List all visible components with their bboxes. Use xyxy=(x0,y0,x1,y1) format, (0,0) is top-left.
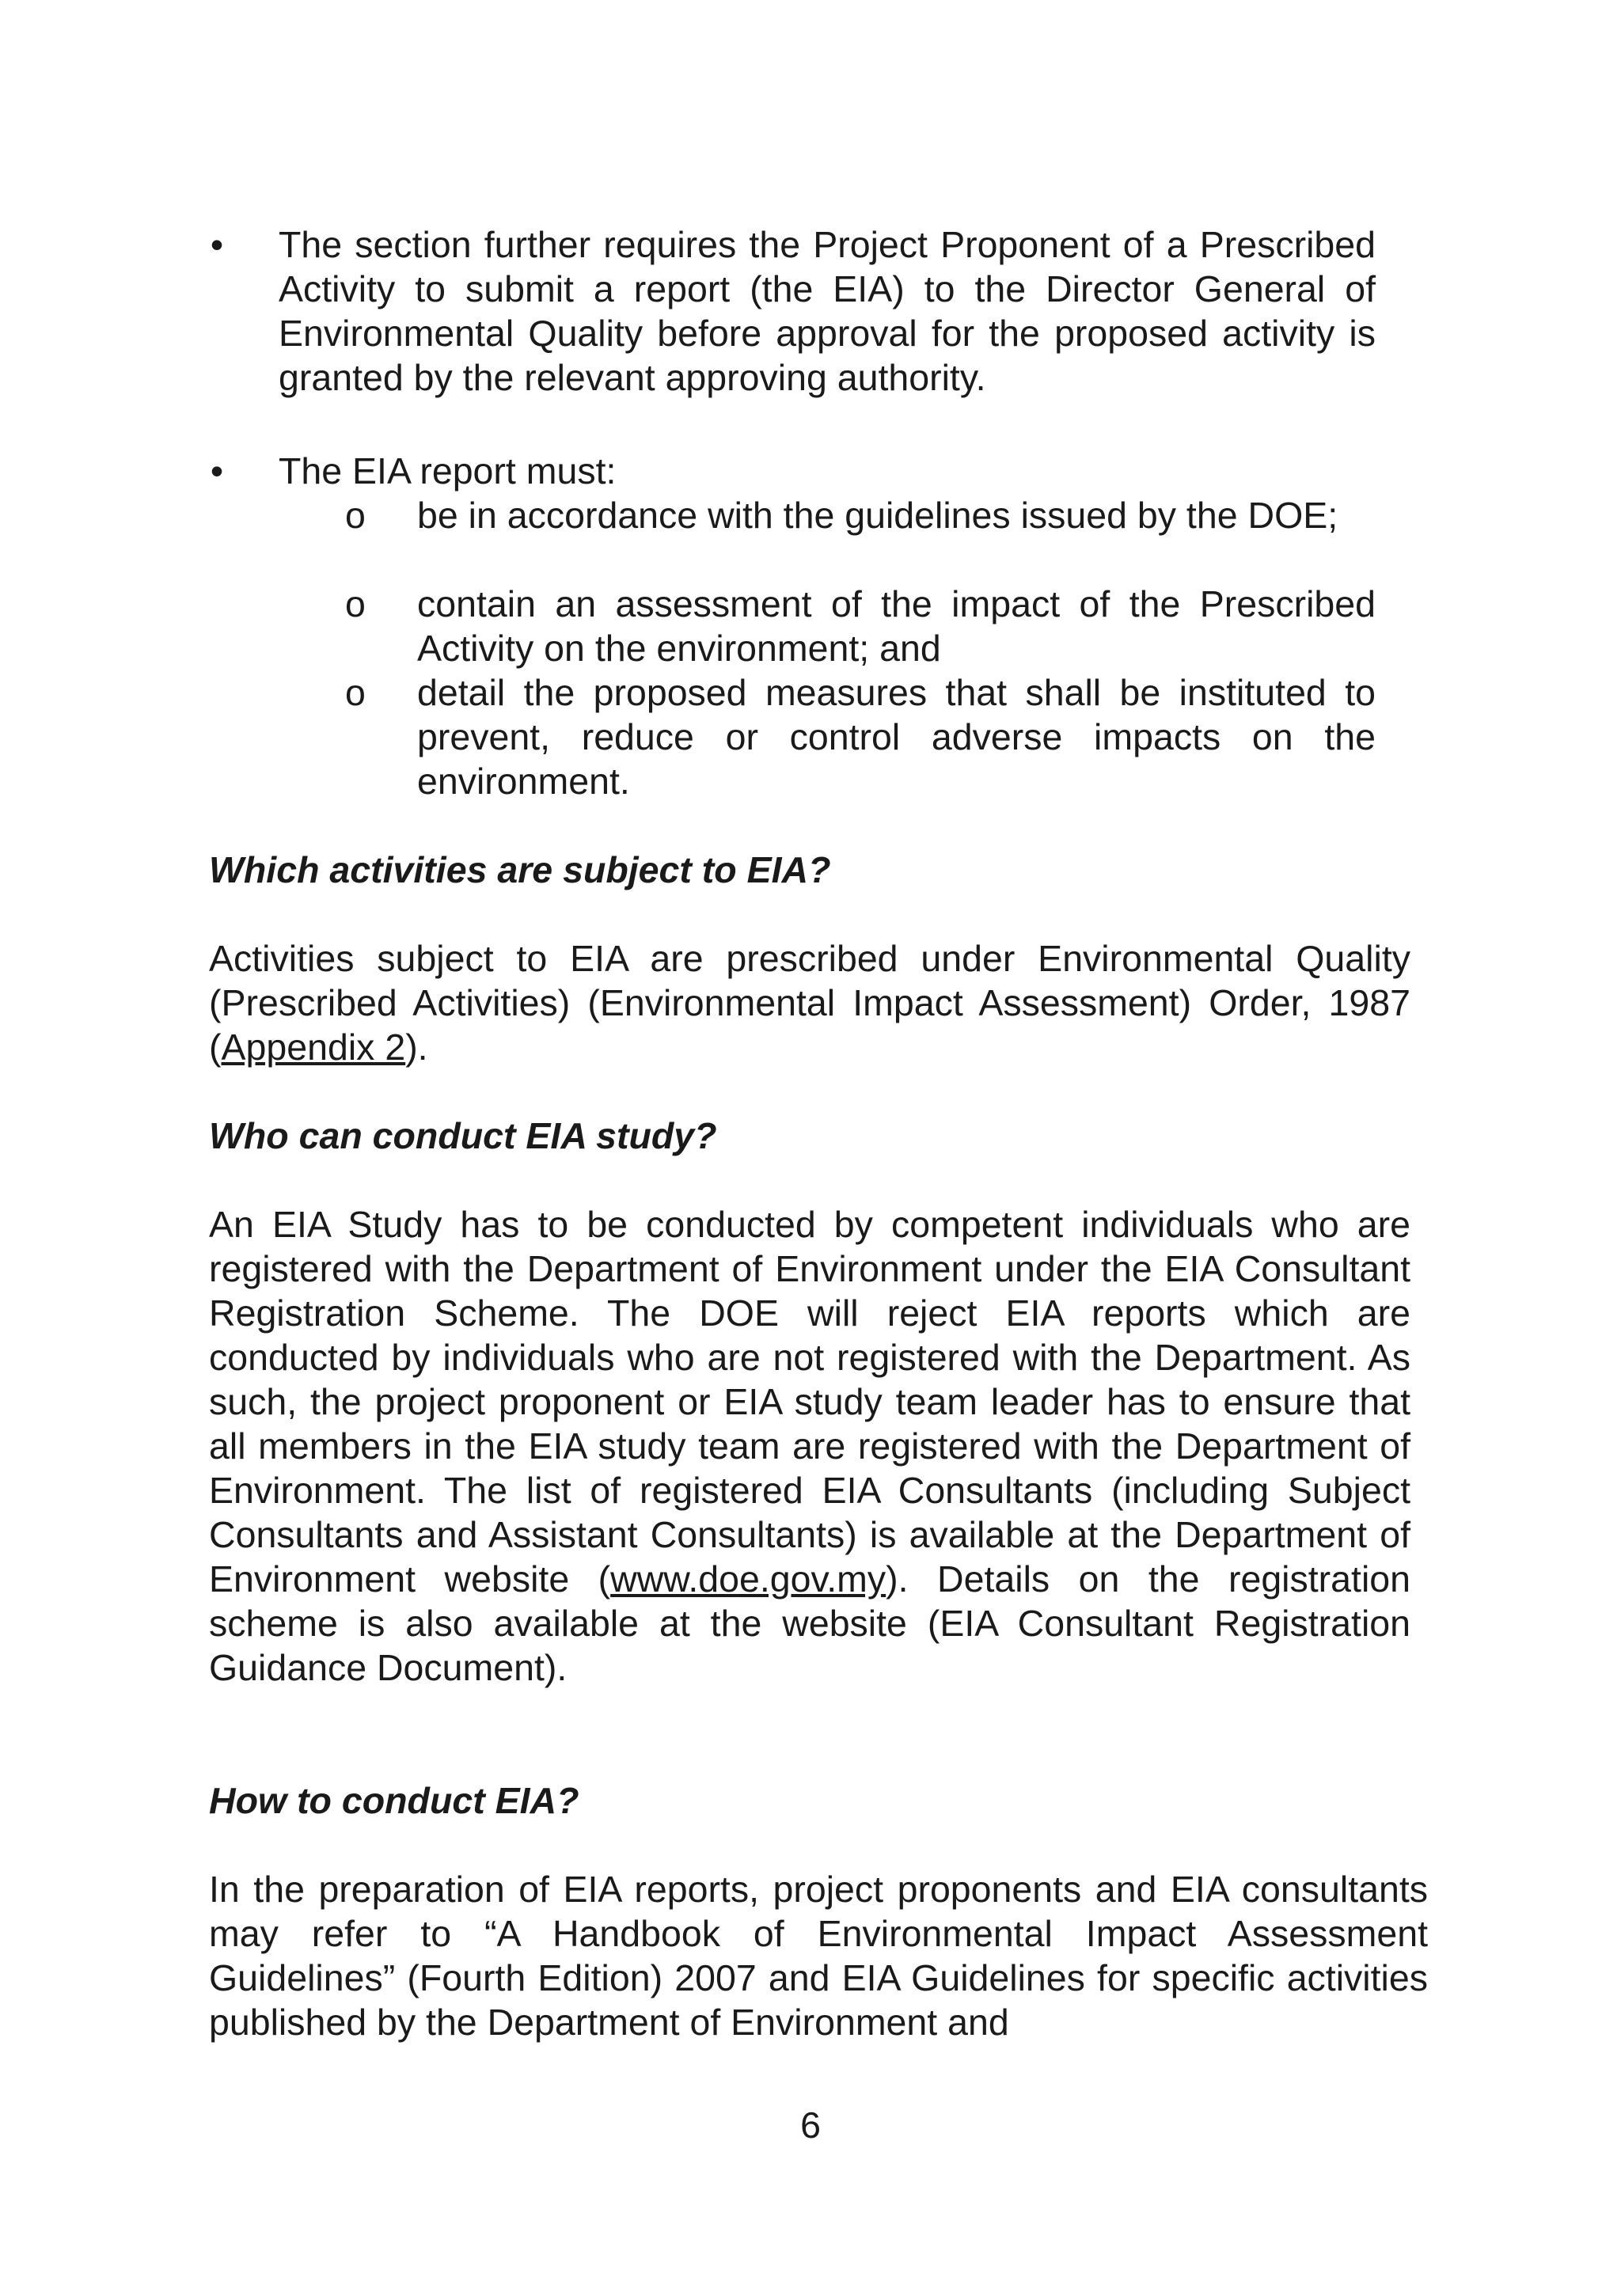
sub-list-text: contain an assessment of the impact of the Prescribed Activity on the environment; and xyxy=(417,583,1376,669)
sub-list-text: detail the proposed measures that shall be instituted to prevent, reduce or control adverse impacts on the environment. xyxy=(417,672,1376,802)
appendix-2-link[interactable]: Appendix 2 xyxy=(221,1027,406,1068)
bullet-text: The EIA report must: xyxy=(279,450,617,491)
bullet-text: The section further requires the Project Proponent of a Prescribed Activity to submit a report (the EIA) to the Director General of Environmental Quality before approval for the proposed activity is granted by the relevant approving authority. xyxy=(279,224,1376,398)
section-paragraph: In the preparation of EIA reports, project proponents and EIA consultants may refer to “A Handbook of Environmental Impact Assessment Guidelines” (Fourth Edition) 2007 and EIA Guidelines for specific activities published by the Department of Environment and xyxy=(209,1869,1428,2043)
sub-list-marker: o xyxy=(345,495,366,536)
sub-list-marker: o xyxy=(345,672,366,713)
bullet-marker: • xyxy=(210,450,224,491)
sub-list-marker: o xyxy=(345,583,366,624)
page-number: 6 xyxy=(800,2104,821,2146)
paragraph-text: Activities subject to EIA are prescribed under Environmental Quality (Prescribed Activities) (Environmental Impact Assessment) Order, 1987 ( xyxy=(209,938,1410,1068)
section-paragraph xyxy=(209,1202,1410,1690)
section-heading: How to conduct EIA? xyxy=(209,1780,579,1821)
section-heading: Who can conduct EIA study? xyxy=(209,1115,717,1156)
section-heading: Which activities are subject to EIA? xyxy=(209,849,831,890)
sub-list-text: be in accordance with the guidelines issued by the DOE; xyxy=(417,495,1338,536)
bullet-marker: • xyxy=(210,224,224,265)
doe-website-link[interactable]: www.doe.gov.my xyxy=(610,1558,886,1600)
paragraph-text: ). Details on the registration scheme is also available at the website (EIA Consultant Registration Guidance Document). xyxy=(209,1558,1410,1688)
paragraph-text: ). xyxy=(405,1027,428,1068)
section-paragraph xyxy=(209,936,1410,1069)
paragraph-text: An EIA Study has to be conducted by competent individuals who are registered with the Department of Environment under the EIA Consultant Registration Scheme. The DOE will reject EIA reports which are conducted by individuals who are not registered with the Department. As such, the project proponent or EIA study team leader has to ensure that all members in the EIA study team are registered with the Department of Environment. The list of registered EIA Consultants (including Subject Consultants and Assistant Consultants) is available at the Department of Environment website ( xyxy=(209,1204,1410,1600)
